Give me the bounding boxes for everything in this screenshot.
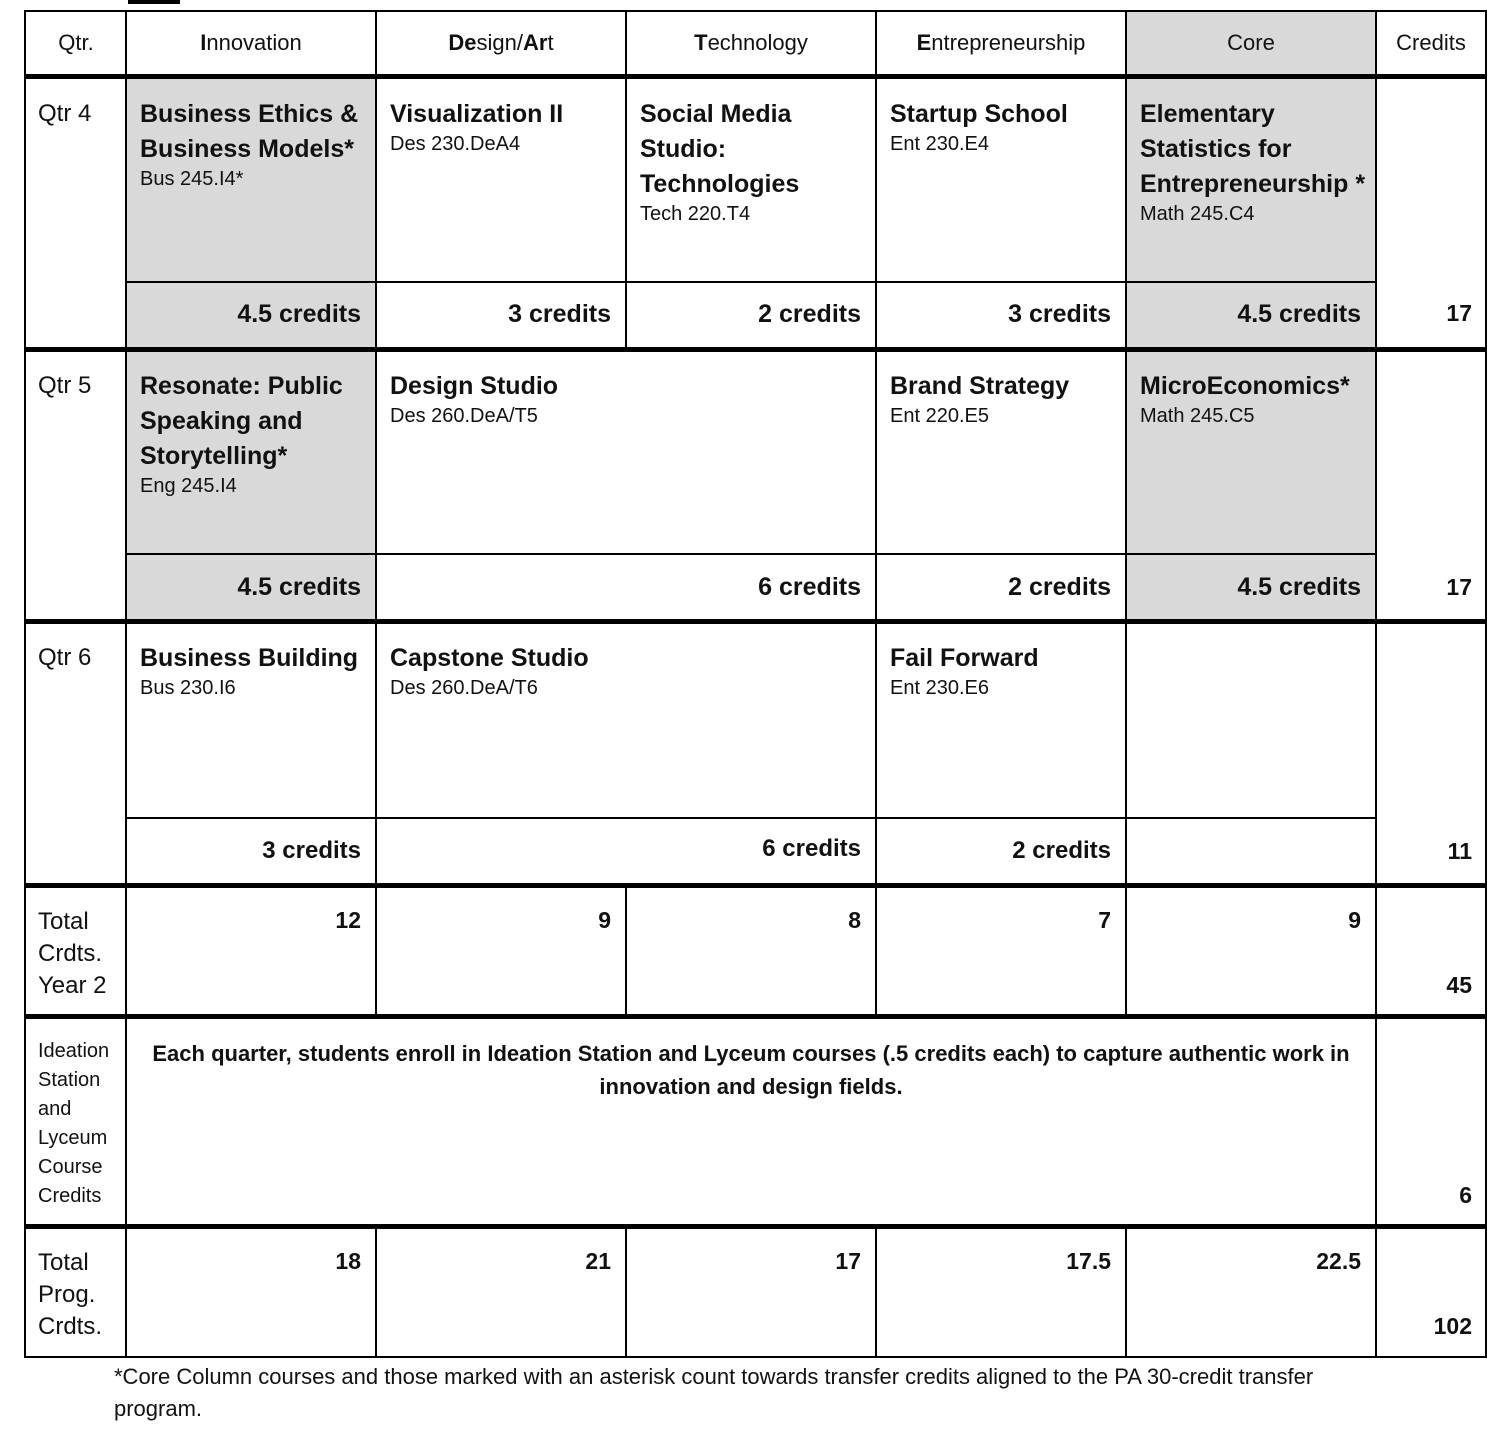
q5-entrepreneurship-course: Brand Strategy Ent 220.E5 (890, 372, 1070, 427)
grid-line (1125, 10, 1127, 1016)
q6-total-credits: 11 (1447, 838, 1472, 864)
program-label: Total Prog. Crdts. (38, 1249, 103, 1340)
top-fragment (128, 0, 180, 4)
grid-line (125, 281, 1377, 283)
q5-core-course: MicroEconomics* Math 245.C5 (1140, 372, 1350, 427)
q5-innovation-course: Resonate: Public Speaking and Storytelling* Eng 245.I4 (140, 372, 343, 497)
grid-line (24, 10, 26, 1358)
grid-line (24, 1014, 1487, 1019)
program-total: 102 (1433, 1313, 1472, 1339)
header-innovation: Innovation (200, 30, 302, 55)
grid-line (24, 619, 1487, 624)
q4-innovation-course: Business Ethics & Business Models* Bus 245.I4* (140, 100, 359, 190)
year2-total: 45 (1446, 972, 1472, 998)
q5-label: Qtr 5 (38, 372, 92, 399)
q6-label: Qtr 6 (38, 644, 92, 671)
q4-entrepreneurship-course: Startup School Ent 230.E4 (890, 100, 1068, 155)
q4-innovation-credits: 4.5 credits (237, 300, 361, 328)
header-core: Core (1227, 30, 1275, 55)
year2-design: 9 (598, 907, 611, 933)
grid-line (125, 553, 1377, 555)
program-innovation: 18 (335, 1248, 361, 1274)
q5-innovation-credits: 4.5 credits (237, 573, 361, 601)
year2-core: 9 (1348, 907, 1361, 933)
q5-design-course: Design Studio Des 260.DeA/T5 (390, 372, 559, 427)
grid-line (875, 10, 877, 1016)
q6-innovation-credits: 3 credits (262, 837, 361, 864)
q4-technology-credits: 2 credits (758, 300, 861, 328)
header-technology: Technology (694, 30, 808, 55)
grid-line (24, 347, 1487, 352)
q6-entrepreneurship-course: Fail Forward Ent 230.E6 (890, 644, 1039, 699)
q6-innovation-course: Business Building Bus 230.I6 (140, 644, 359, 699)
q6-entrepreneurship-credits: 2 credits (1012, 837, 1111, 864)
ideation-label: Ideation Station and Lyceum Course Credits (38, 1040, 110, 1207)
q4-label: Qtr 4 (38, 100, 92, 127)
q5-core-credits: 4.5 credits (1237, 573, 1361, 601)
header-credits: Credits (1396, 30, 1466, 55)
q4-core-credits: 4.5 credits (1237, 300, 1361, 328)
grid-line (1375, 10, 1377, 1358)
q4-design-credits: 3 credits (508, 300, 611, 328)
year2-technology: 8 (848, 907, 861, 933)
year2-innovation: 12 (335, 907, 361, 933)
grid-line (125, 817, 1377, 819)
q5-design-credits: 6 credits (758, 573, 861, 601)
grid-line (24, 1356, 1487, 1358)
grid-line (24, 10, 1487, 12)
footnote: *Core Column courses and those marked with an asterisk count towards transfer credits aligned to the PA 30-credit transfer program. (114, 1364, 1314, 1421)
q5-entrepreneurship-credits: 2 credits (1008, 573, 1111, 601)
q4-entrepreneurship-credits: 3 credits (1008, 300, 1111, 328)
q4-core-course: Elementary Statistics for Entrepreneurship * Math 245.C4 (1140, 100, 1366, 225)
program-technology: 17 (835, 1248, 861, 1274)
q4-total-credits: 17 (1446, 300, 1472, 326)
program-core: 22.5 (1316, 1248, 1361, 1274)
ideation-note: Each quarter, students enroll in Ideation Station and Lyceum courses (.5 credits each) to capture authentic work in innovation and design fields. (152, 1041, 1350, 1099)
grid-line (24, 883, 1487, 888)
grid-line (625, 10, 627, 350)
header-design-art: Design/Art (448, 30, 554, 55)
year2-entrepreneurship: 7 (1098, 907, 1111, 933)
grid-line (375, 10, 377, 1016)
year2-label: Total Crdts. Year 2 (38, 908, 107, 999)
grid-line (24, 74, 1487, 79)
program-entrepreneurship: 17.5 (1066, 1248, 1111, 1274)
grid-line (24, 1224, 1487, 1229)
grid-line (1485, 10, 1487, 1358)
program-design: 21 (585, 1248, 611, 1274)
q5-total-credits: 17 (1446, 574, 1472, 600)
q6-design-course: Capstone Studio Des 260.DeA/T6 (390, 644, 589, 699)
header-entrepreneurship: Entrepreneurship (916, 30, 1086, 55)
header-qtr: Qtr. (58, 30, 94, 55)
q6-design-credits: 6 credits (762, 835, 861, 862)
grid-line (625, 886, 627, 1016)
q4-technology-course: Social Media Studio: Technologies Tech 220.T4 (640, 100, 800, 225)
grid-line (125, 10, 127, 1358)
ideation-total: 6 (1459, 1182, 1472, 1208)
q4-design-course: Visualization II Des 230.DeA4 (390, 100, 564, 155)
